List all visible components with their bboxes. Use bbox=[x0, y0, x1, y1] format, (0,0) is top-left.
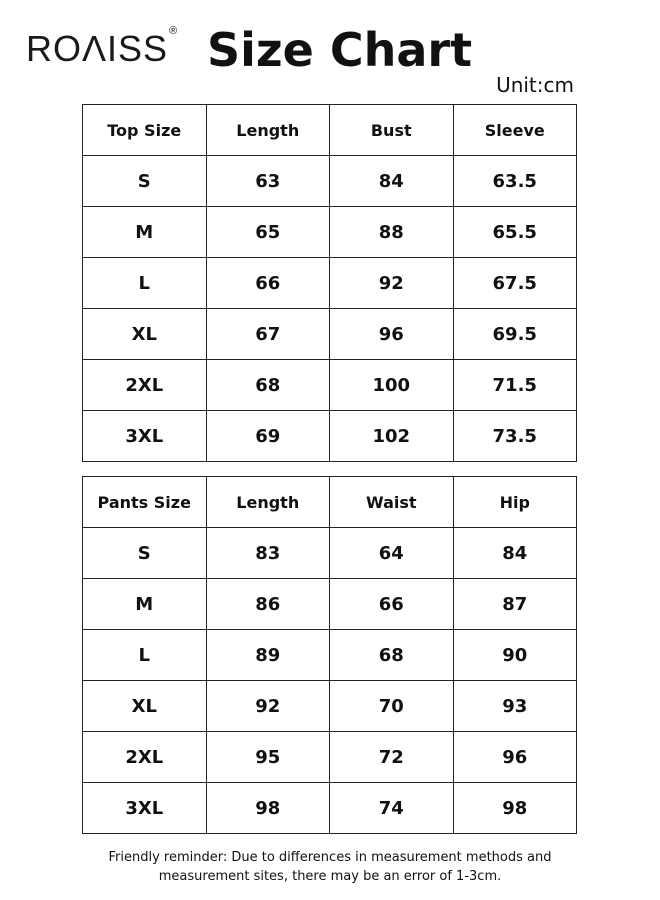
table-cell: 63.5 bbox=[453, 156, 577, 207]
table-cell: 102 bbox=[330, 411, 454, 462]
table-cell: 67 bbox=[206, 309, 330, 360]
header-cell: Top Size bbox=[83, 105, 207, 156]
table-row bbox=[83, 207, 577, 258]
table-header-row bbox=[83, 477, 577, 528]
header-cell: Waist bbox=[330, 477, 454, 528]
table-cell: 73.5 bbox=[453, 411, 577, 462]
table-cell: 74 bbox=[330, 783, 454, 834]
pants-size-table bbox=[82, 476, 577, 834]
size-cell: XL bbox=[83, 681, 207, 732]
table-cell: 68 bbox=[206, 360, 330, 411]
size-cell: XL bbox=[83, 309, 207, 360]
table-row bbox=[83, 579, 577, 630]
table-cell: 63 bbox=[206, 156, 330, 207]
table-cell: 69 bbox=[206, 411, 330, 462]
table-row bbox=[83, 156, 577, 207]
table-cell: 84 bbox=[330, 156, 454, 207]
header-cell: Length bbox=[206, 105, 330, 156]
size-cell: 2XL bbox=[83, 732, 207, 783]
table-row bbox=[83, 681, 577, 732]
table-cell: 100 bbox=[330, 360, 454, 411]
table-cell: 65 bbox=[206, 207, 330, 258]
brand-logo bbox=[26, 25, 178, 69]
page-title: Size Chart bbox=[207, 23, 473, 77]
friendly-reminder bbox=[60, 848, 600, 886]
table-row bbox=[83, 360, 577, 411]
table-cell: 89 bbox=[206, 630, 330, 681]
table-cell: 88 bbox=[330, 207, 454, 258]
table-cell: 66 bbox=[330, 579, 454, 630]
table-cell: 92 bbox=[206, 681, 330, 732]
table-row bbox=[83, 411, 577, 462]
table-row bbox=[83, 258, 577, 309]
registered-mark: ® bbox=[169, 25, 179, 37]
header-cell: Bust bbox=[330, 105, 454, 156]
table-cell: 96 bbox=[453, 732, 577, 783]
table-cell: 95 bbox=[206, 732, 330, 783]
table-cell: 69.5 bbox=[453, 309, 577, 360]
header-cell: Length bbox=[206, 477, 330, 528]
table-cell: 83 bbox=[206, 528, 330, 579]
table-cell: 93 bbox=[453, 681, 577, 732]
table-cell: 67.5 bbox=[453, 258, 577, 309]
table-cell: 66 bbox=[206, 258, 330, 309]
brand-name: ROΛISS bbox=[26, 28, 169, 69]
header-cell: Pants Size bbox=[83, 477, 207, 528]
size-cell: M bbox=[83, 207, 207, 258]
table-cell: 92 bbox=[330, 258, 454, 309]
table-cell: 84 bbox=[453, 528, 577, 579]
table-cell: 90 bbox=[453, 630, 577, 681]
table-header-row bbox=[83, 105, 577, 156]
table-cell: 71.5 bbox=[453, 360, 577, 411]
table-row bbox=[83, 630, 577, 681]
table-cell: 87 bbox=[453, 579, 577, 630]
reminder-line: Friendly reminder: Due to differences in measurement methods and bbox=[108, 850, 552, 865]
header-cell: Hip bbox=[453, 477, 577, 528]
table-cell: 64 bbox=[330, 528, 454, 579]
table-cell: 72 bbox=[330, 732, 454, 783]
table-row bbox=[83, 783, 577, 834]
table-cell: 70 bbox=[330, 681, 454, 732]
table-cell: 65.5 bbox=[453, 207, 577, 258]
size-cell: 3XL bbox=[83, 783, 207, 834]
size-cell: 2XL bbox=[83, 360, 207, 411]
top-size-table bbox=[82, 104, 577, 462]
unit-label: Unit:cm bbox=[496, 73, 574, 97]
size-cell: S bbox=[83, 528, 207, 579]
table-row bbox=[83, 732, 577, 783]
table-cell: 98 bbox=[206, 783, 330, 834]
size-cell: M bbox=[83, 579, 207, 630]
table-cell: 96 bbox=[330, 309, 454, 360]
size-cell: 3XL bbox=[83, 411, 207, 462]
size-cell: S bbox=[83, 156, 207, 207]
size-cell: L bbox=[83, 258, 207, 309]
table-cell: 68 bbox=[330, 630, 454, 681]
header-cell: Sleeve bbox=[453, 105, 577, 156]
table-row bbox=[83, 528, 577, 579]
table-cell: 98 bbox=[453, 783, 577, 834]
table-row bbox=[83, 309, 577, 360]
size-cell: L bbox=[83, 630, 207, 681]
table-cell: 86 bbox=[206, 579, 330, 630]
reminder-line: measurement sites, there may be an error of 1-3cm. bbox=[158, 869, 502, 884]
